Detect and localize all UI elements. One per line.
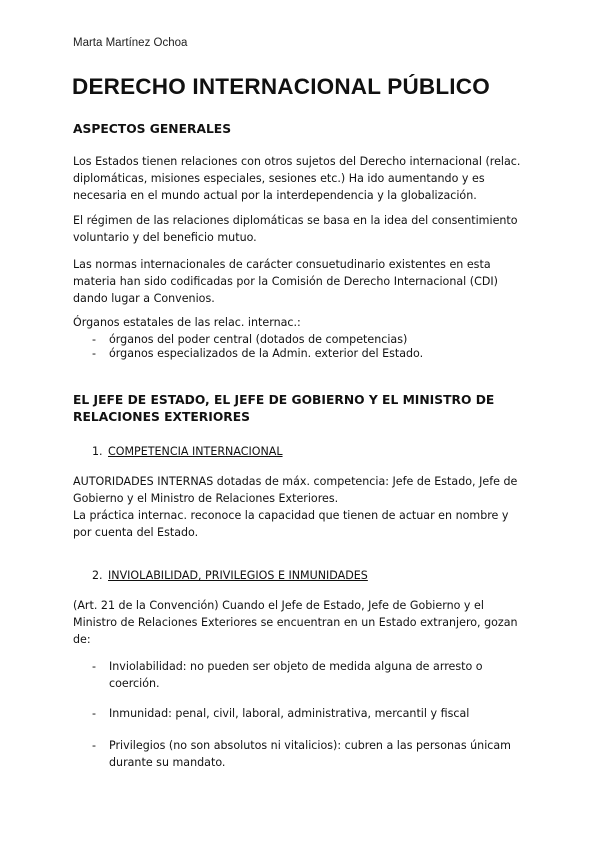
dash-bullet: - [92,347,97,360]
text-line: por cuenta del Estado. [73,526,199,539]
text-line: materia han sido codificadas por la Comisión de Derecho Internacional (CDI) [73,275,498,288]
text-line: Inviolabilidad: no pueden ser objeto de medida alguna de arresto o [109,660,483,673]
list-item-text: Inmunidad: penal, civil, laboral, administrativa, mercantil y fiscal [109,707,470,720]
heading-line: RELACIONES EXTERIORES [73,410,250,424]
section-heading-head-of-state [73,392,543,426]
item-number: 1. [92,445,103,458]
author-name: Marta Martínez Ochoa [73,37,188,49]
section-heading-general: ASPECTOS GENERALES [73,122,232,136]
text-line: (Art. 21 de la Convención) Cuando el Jefe de Estado, Jefe de Gobierno y el [73,599,484,612]
dash-bullet: - [92,660,97,673]
list-item-text: órganos del poder central (dotados de competencias) [109,333,408,346]
list-item-text: órganos especializados de la Admin. exterior del Estado. [109,347,424,360]
text-line: Las normas internacionales de carácter consuetudinario existentes en esta [73,258,491,271]
item-number: 2. [92,569,103,582]
paragraph [73,597,533,648]
document-title: DERECHO INTERNACIONAL PÚBLICO [72,74,490,99]
text-line: Los Estados tienen relaciones con otros sujetos del Derecho internacional (relac. [73,155,521,168]
text-line: La práctica internac. reconoce la capacidad que tienen de actuar en nombre y [73,509,509,522]
paragraph [73,153,533,204]
list-item-text [109,658,529,692]
numbered-heading-competencia [92,443,283,460]
text-line: necesaria en el mundo actual por la interdependencia y la globalización. [73,189,477,202]
text-line: AUTORIDADES INTERNAS dotadas de máx. competencia: Jefe de Estado, Jefe de [73,475,518,488]
organs-intro: Órganos estatales de las relac. internac.: [73,316,301,329]
dash-bullet: - [92,707,97,720]
text-line: El régimen de las relaciones diplomáticas se basa en la idea del consentimiento [73,214,518,227]
paragraph [73,212,533,246]
text-line: de: [73,633,91,646]
numbered-heading-inviolabilidad [92,567,368,584]
paragraph [73,256,533,307]
dash-bullet: - [92,333,97,346]
text-line: Privilegios (no son absolutos ni vitalicios): cubren a las personas únicam [109,739,511,752]
text-line: dando lugar a Convenios. [73,292,215,305]
text-line: coerción. [109,677,160,690]
text-line: diplomáticas, misiones especiales, sesiones etc.) Ha ido aumentando y es [73,172,485,185]
dash-bullet: - [92,739,97,752]
text-line: Ministro de Relaciones Exteriores se encuentran en un Estado extranjero, gozan [73,616,518,629]
list-item-text [109,737,529,771]
paragraph [73,473,533,541]
item-label: COMPETENCIA INTERNACIONAL [108,445,283,458]
heading-line: EL JEFE DE ESTADO, EL JEFE DE GOBIERNO Y EL MINISTRO DE [73,393,495,407]
text-line: voluntario y del beneficio mutuo. [73,231,257,244]
text-line: durante su mandato. [109,756,226,769]
item-label: INVIOLABILIDAD, PRIVILEGIOS E INMUNIDADES [108,569,368,582]
text-line: Gobierno y el Ministro de Relaciones Exteriores. [73,492,339,505]
